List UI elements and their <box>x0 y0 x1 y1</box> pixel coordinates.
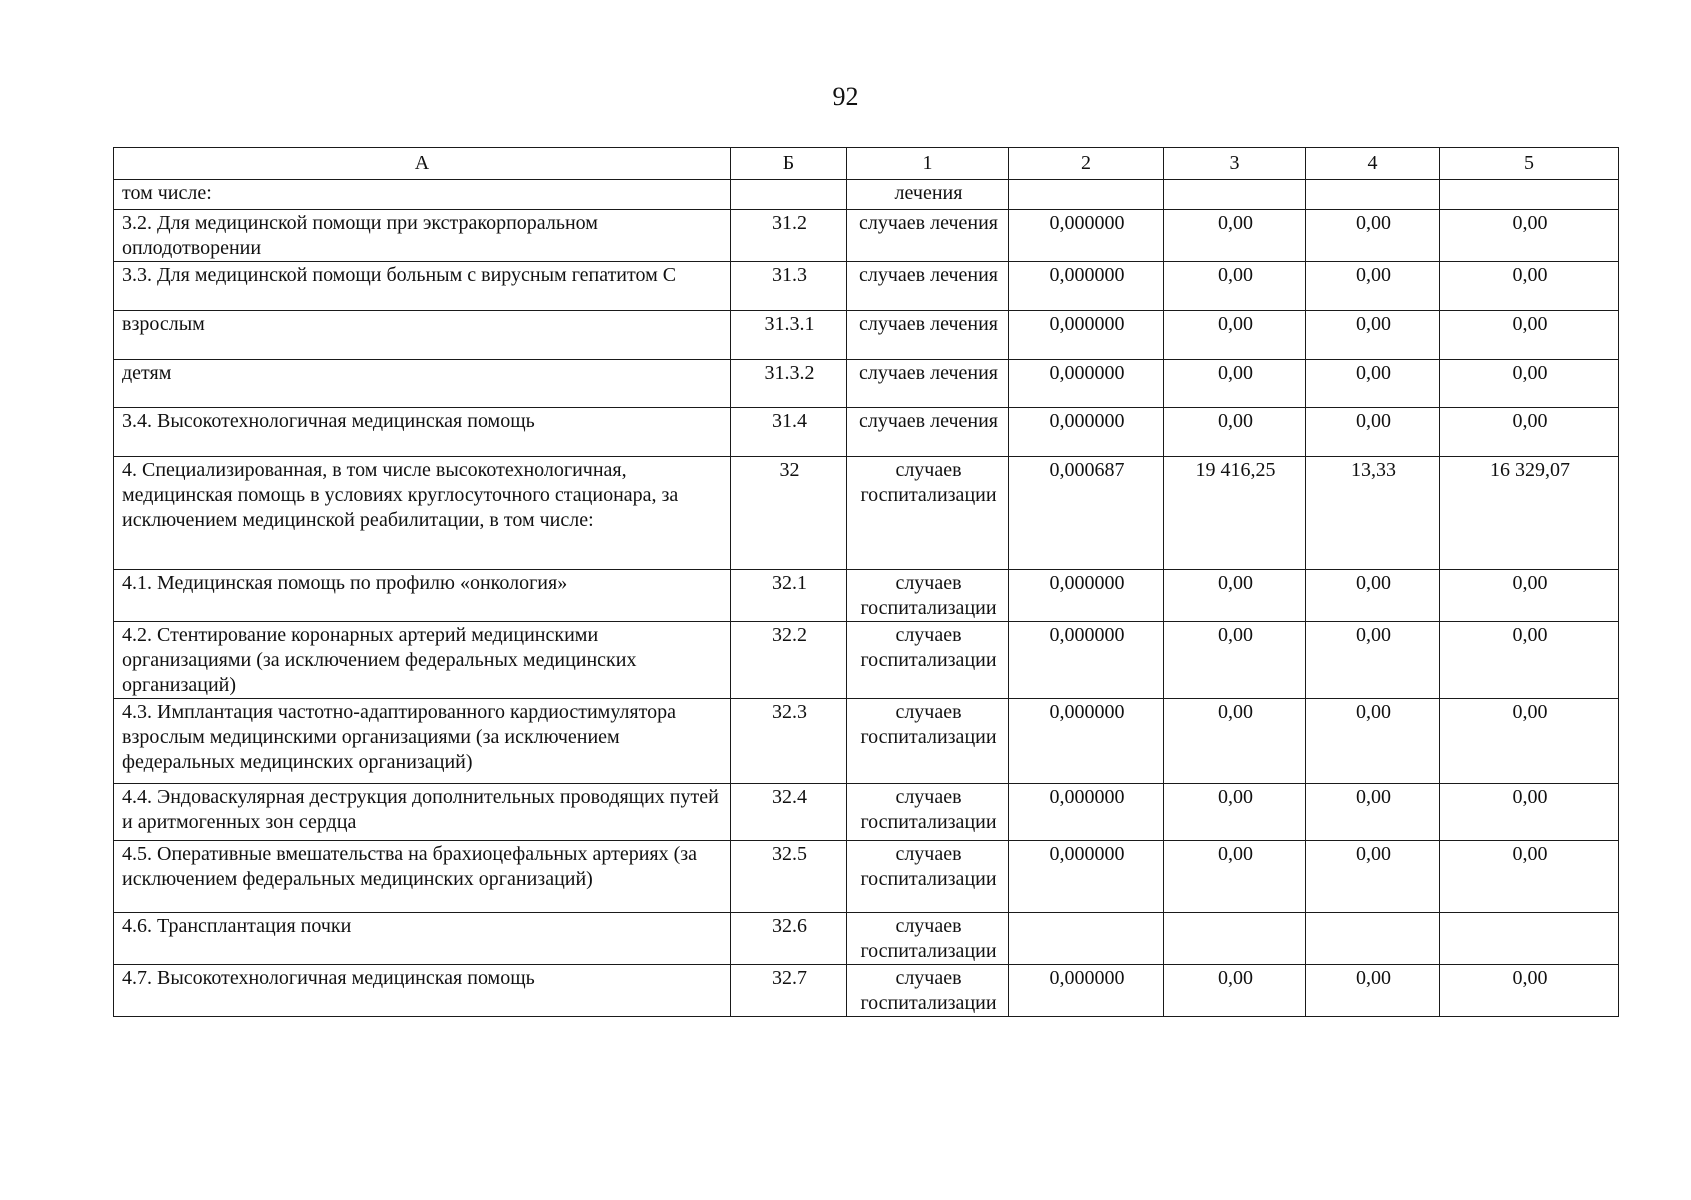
column-header-3: 3 <box>1164 148 1306 180</box>
row-label: 4.6. Трансплантация почки <box>114 913 731 965</box>
row-value-col4 <box>1306 913 1440 965</box>
row-value-col3: 0,00 <box>1164 841 1306 913</box>
row-value-col3: 19 416,25 <box>1164 457 1306 570</box>
table-row <box>114 570 1619 622</box>
row-unit: случаев госпитализации <box>847 570 1009 622</box>
row-code: 32.6 <box>731 913 847 965</box>
row-code: 32.2 <box>731 622 847 699</box>
column-header-b: Б <box>731 148 847 180</box>
row-code: 32.4 <box>731 784 847 841</box>
row-value-col4: 0,00 <box>1306 965 1440 1017</box>
row-unit: лечения <box>847 180 1009 210</box>
row-value-col4: 0,00 <box>1306 360 1440 408</box>
row-code: 32.3 <box>731 699 847 784</box>
row-value-col2: 0,000000 <box>1009 311 1164 360</box>
row-label: 3.2. Для медицинской помощи при экстракорпоральном оплодотворении <box>114 210 731 262</box>
row-value-col3: 0,00 <box>1164 965 1306 1017</box>
row-unit: случаев госпитализации <box>847 913 1009 965</box>
table-row <box>114 360 1619 408</box>
row-label: 4.2. Стентирование коронарных артерий медицинскими организациями (за исключением федеральных медицинских организаций) <box>114 622 731 699</box>
row-value-col4 <box>1306 180 1440 210</box>
row-unit: случаев лечения <box>847 210 1009 262</box>
row-unit: случаев лечения <box>847 408 1009 457</box>
row-unit: случаев лечения <box>847 360 1009 408</box>
row-value-col5: 0,00 <box>1440 311 1619 360</box>
row-code: 31.3 <box>731 262 847 311</box>
row-label: том числе: <box>114 180 731 210</box>
row-unit: случаев лечения <box>847 262 1009 311</box>
row-value-col4: 0,00 <box>1306 570 1440 622</box>
row-value-col3: 0,00 <box>1164 699 1306 784</box>
row-unit: случаев госпитализации <box>847 841 1009 913</box>
row-value-col2: 0,000000 <box>1009 210 1164 262</box>
row-value-col2: 0,000000 <box>1009 841 1164 913</box>
row-label: 4.1. Медицинская помощь по профилю «онкология» <box>114 570 731 622</box>
row-value-col4: 0,00 <box>1306 408 1440 457</box>
row-value-col3: 0,00 <box>1164 622 1306 699</box>
row-value-col4: 0,00 <box>1306 622 1440 699</box>
table-row <box>114 784 1619 841</box>
row-value-col4: 0,00 <box>1306 784 1440 841</box>
row-label: 3.4. Высокотехнологичная медицинская помощь <box>114 408 731 457</box>
row-value-col4: 13,33 <box>1306 457 1440 570</box>
table-row <box>114 965 1619 1017</box>
row-value-col4: 0,00 <box>1306 210 1440 262</box>
row-value-col2: 0,000000 <box>1009 965 1164 1017</box>
row-code: 32.7 <box>731 965 847 1017</box>
row-value-col5: 0,00 <box>1440 965 1619 1017</box>
column-header-4: 4 <box>1306 148 1440 180</box>
row-value-col2: 0,000000 <box>1009 784 1164 841</box>
row-code: 32 <box>731 457 847 570</box>
row-value-col2: 0,000000 <box>1009 622 1164 699</box>
row-value-col5: 0,00 <box>1440 622 1619 699</box>
row-value-col5: 0,00 <box>1440 408 1619 457</box>
row-value-col5 <box>1440 913 1619 965</box>
row-value-col2: 0,000687 <box>1009 457 1164 570</box>
row-value-col3: 0,00 <box>1164 210 1306 262</box>
row-label: детям <box>114 360 731 408</box>
row-unit: случаев госпитализации <box>847 622 1009 699</box>
row-unit: случаев госпитализации <box>847 965 1009 1017</box>
table-row <box>114 210 1619 262</box>
row-value-col4: 0,00 <box>1306 841 1440 913</box>
row-label: 4.7. Высокотехнологичная медицинская помощь <box>114 965 731 1017</box>
table-header-row <box>114 148 1619 180</box>
row-code <box>731 180 847 210</box>
row-value-col2: 0,000000 <box>1009 360 1164 408</box>
row-value-col5: 0,00 <box>1440 784 1619 841</box>
row-unit: случаев лечения <box>847 311 1009 360</box>
row-value-col2 <box>1009 180 1164 210</box>
table-row <box>114 913 1619 965</box>
row-value-col2: 0,000000 <box>1009 262 1164 311</box>
row-label: взрослым <box>114 311 731 360</box>
table-row <box>114 841 1619 913</box>
row-value-col5: 0,00 <box>1440 360 1619 408</box>
row-value-col5: 0,00 <box>1440 699 1619 784</box>
table-row <box>114 699 1619 784</box>
row-value-col2: 0,000000 <box>1009 699 1164 784</box>
row-unit: случаев госпитализации <box>847 784 1009 841</box>
row-value-col4: 0,00 <box>1306 699 1440 784</box>
column-header-5: 5 <box>1440 148 1619 180</box>
table-row <box>114 180 1619 210</box>
row-code: 31.3.2 <box>731 360 847 408</box>
row-value-col3 <box>1164 180 1306 210</box>
column-header-a: А <box>114 148 731 180</box>
row-value-col4: 0,00 <box>1306 311 1440 360</box>
row-value-col3: 0,00 <box>1164 784 1306 841</box>
row-value-col3 <box>1164 913 1306 965</box>
row-label: 4.3. Имплантация частотно-адаптированного кардиостимулятора взрослым медицинскими организациями (за исключением федеральных медицинских организаций) <box>114 699 731 784</box>
row-value-col3: 0,00 <box>1164 408 1306 457</box>
table-row <box>114 311 1619 360</box>
row-value-col3: 0,00 <box>1164 311 1306 360</box>
column-header-1: 1 <box>847 148 1009 180</box>
row-value-col5: 0,00 <box>1440 210 1619 262</box>
page-number: 92 <box>832 82 859 111</box>
row-unit: случаев госпитализации <box>847 457 1009 570</box>
row-unit: случаев госпитализации <box>847 699 1009 784</box>
row-value-col3: 0,00 <box>1164 360 1306 408</box>
row-label: 4. Специализированная, в том числе высокотехнологичная, медицинская помощь в условиях круглосуточного стационара, за исключением медицинской реабилитации, в том числе: <box>114 457 731 570</box>
row-value-col5: 0,00 <box>1440 262 1619 311</box>
row-code: 31.3.1 <box>731 311 847 360</box>
row-label: 4.5. Оперативные вмешательства на брахиоцефальных артериях (за исключением федеральных медицинских организаций) <box>114 841 731 913</box>
table-row <box>114 408 1619 457</box>
table-row <box>114 262 1619 311</box>
row-value-col2: 0,000000 <box>1009 570 1164 622</box>
row-code: 32.1 <box>731 570 847 622</box>
row-value-col3: 0,00 <box>1164 570 1306 622</box>
row-value-col5: 0,00 <box>1440 841 1619 913</box>
table-row <box>114 457 1619 570</box>
row-value-col4: 0,00 <box>1306 262 1440 311</box>
column-header-2: 2 <box>1009 148 1164 180</box>
row-value-col2: 0,000000 <box>1009 408 1164 457</box>
row-value-col5: 16 329,07 <box>1440 457 1619 570</box>
row-value-col3: 0,00 <box>1164 262 1306 311</box>
row-code: 31.4 <box>731 408 847 457</box>
row-label: 3.3. Для медицинской помощи больным с вирусным гепатитом С <box>114 262 731 311</box>
row-code: 32.5 <box>731 841 847 913</box>
row-label: 4.4. Эндоваскулярная деструкция дополнительных проводящих путей и аритмогенных зон сердца <box>114 784 731 841</box>
row-value-col2 <box>1009 913 1164 965</box>
row-code: 31.2 <box>731 210 847 262</box>
data-table <box>113 147 1619 1017</box>
row-value-col5 <box>1440 180 1619 210</box>
row-value-col5: 0,00 <box>1440 570 1619 622</box>
table-row <box>114 622 1619 699</box>
